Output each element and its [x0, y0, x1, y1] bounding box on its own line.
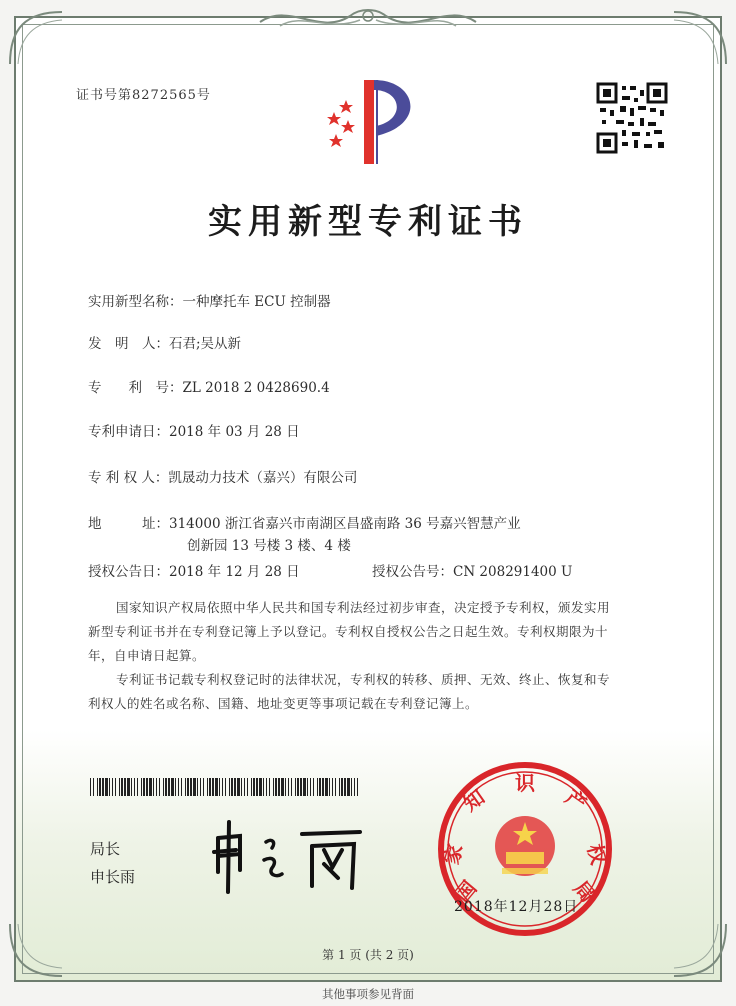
svg-text:知: 知 [458, 784, 490, 816]
corner-ornament-icon [6, 8, 66, 68]
field-inventor [88, 332, 241, 352]
field-patentee [88, 466, 357, 486]
svg-text:产: 产 [560, 784, 592, 816]
field-address-line2: 创新园 13 号楼 3 楼、4 楼 [187, 538, 351, 554]
field-label: 授权公告号： [372, 564, 453, 580]
svg-text:国: 国 [450, 876, 482, 907]
svg-text:识: 识 [515, 771, 535, 795]
field-value: CN 208291400 U [453, 564, 573, 580]
cnipa-logo-icon [316, 72, 426, 172]
field-label: 专 利 号： [88, 380, 183, 396]
qr-code-icon [596, 82, 668, 154]
field-application-date [88, 420, 300, 440]
signatory-name: 申长雨 [90, 868, 136, 886]
footnote: 其他事项参见背面 [322, 987, 414, 1001]
body-paragraph-line: 年，自申请日起算。 [88, 648, 206, 663]
field-utility-model-name [88, 290, 331, 310]
svg-text:局: 局 [568, 876, 600, 907]
field-value: 一种摩托车 ECU 控制器 [182, 294, 331, 310]
corner-ornament-icon [670, 8, 730, 68]
svg-text:家: 家 [439, 841, 468, 867]
field-value: 2018 年 12 月 28 日 [169, 564, 300, 580]
field-label: 发 明 人： [88, 336, 169, 352]
field-value: 石君;吴从新 [169, 336, 242, 352]
signatory-title: 局长 [90, 840, 121, 858]
field-value: 2018 年 03 月 28 日 [169, 424, 300, 440]
body-paragraph-line: 新型专利证书并在专利登记簿上予以登记。专利权自授权公告之日起生效。专利权期限为十 [88, 624, 609, 639]
field-value: 凯晟动力技术（嘉兴）有限公司 [168, 470, 358, 486]
svg-text:权: 权 [582, 841, 611, 867]
field-patent-number [88, 376, 330, 396]
certificate-number: 证书号第8272565号 [76, 88, 211, 103]
handwritten-signature-icon [206, 816, 366, 896]
field-grant-number [372, 560, 572, 580]
seal-date: 2018年12月28日 [454, 899, 579, 915]
field-grant-date [88, 560, 300, 580]
body-paragraph-line: 专利证书记载专利权登记时的法律状况，专利权的转移、质押、无效、终止、恢复和专 [116, 672, 611, 687]
top-ornament-icon [250, 2, 486, 36]
page-number: 第 1 页 (共 2 页) [322, 948, 414, 962]
field-address [88, 512, 521, 532]
barcode-icon [90, 778, 358, 796]
certificate-title: 实用新型专利证书 [208, 202, 528, 242]
field-value: 314000 浙江省嘉兴市南湖区昌盛南路 36 号嘉兴智慧产业 [169, 516, 521, 532]
field-value: ZL 2018 2 0428690.4 [182, 380, 330, 396]
field-label: 地 址： [88, 516, 169, 532]
field-label: 专利申请日： [88, 424, 169, 440]
field-label: 实用新型名称： [88, 294, 183, 310]
body-paragraph-line: 国家知识产权局依照中华人民共和国专利法经过初步审查，决定授予专利权，颁发实用 [116, 600, 611, 615]
field-label: 专 利 权 人： [88, 470, 169, 486]
field-label: 授权公告日： [88, 564, 169, 580]
body-paragraph-line: 利权人的姓名或名称、国籍、地址变更等事项记载在专利登记簿上。 [88, 696, 479, 711]
